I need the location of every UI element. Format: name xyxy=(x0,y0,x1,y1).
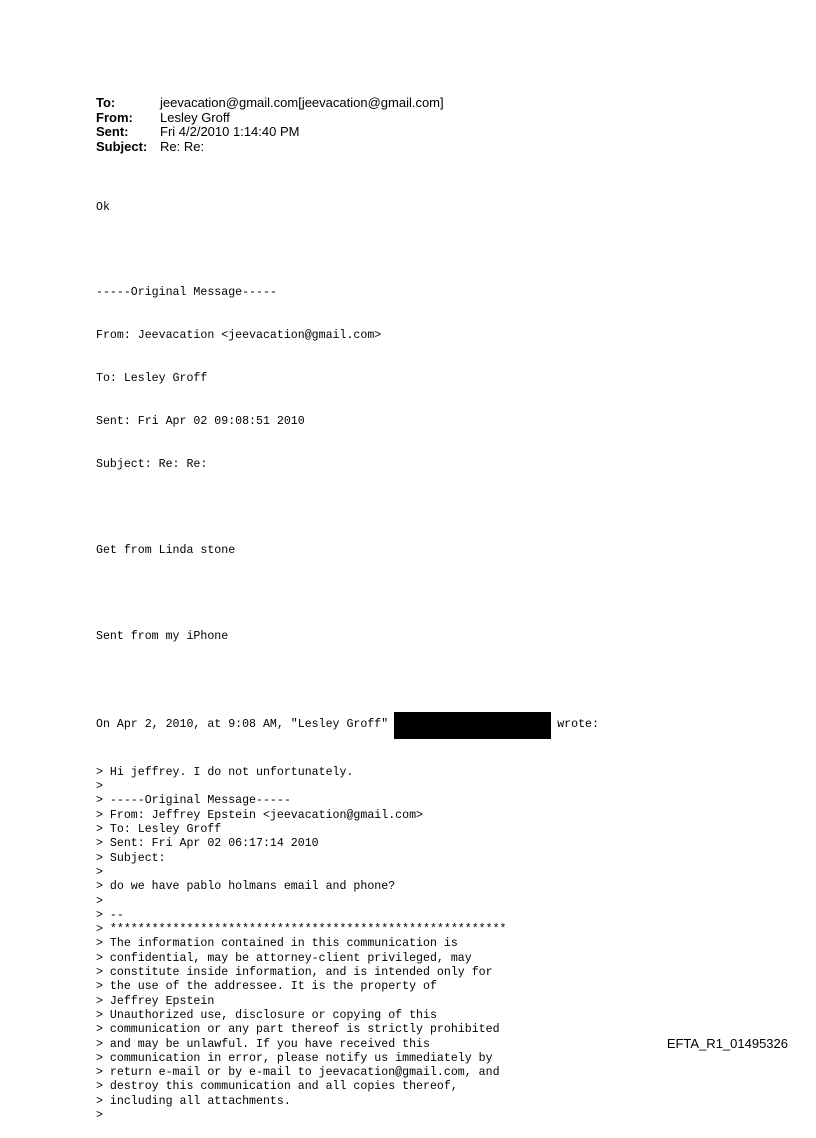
quoted-line: > and may be unlawful. If you have received this xyxy=(96,1037,430,1051)
quoted-line: > xyxy=(96,894,103,908)
quoted-line: > To: Lesley Groff xyxy=(96,823,222,837)
sent-value: Fri 4/2/2010 1:14:40 PM xyxy=(160,124,300,139)
subject-row xyxy=(96,140,444,155)
wrote-suffix: wrote: xyxy=(557,718,599,732)
original-subject: Subject: Re: Re: xyxy=(96,457,208,471)
quoted-line: > -- xyxy=(96,908,124,922)
quoted-line: > do we have pablo holmans email and phone? xyxy=(96,880,396,894)
sent-label: Sent: xyxy=(96,124,129,139)
to-label: To: xyxy=(96,95,116,110)
quoted-line: > confidential, may be attorney-client privileged, may xyxy=(96,951,472,965)
subject-value: Re: Re: xyxy=(160,138,205,154)
quoted-line: > xyxy=(96,1109,103,1122)
to-value: jeevacation@gmail.com[jeevacation@gmail.com] xyxy=(160,95,444,110)
original-sent: Sent: Fri Apr 02 09:08:51 2010 xyxy=(96,415,305,429)
quoted-line: > Hi jeffrey. I do not unfortunately. xyxy=(96,765,354,779)
quoted-line: > including all attachments. xyxy=(96,1094,291,1108)
quoted-line: > ********************************************************* xyxy=(96,923,507,937)
quoted-line: > The information contained in this communication is xyxy=(96,937,458,951)
email-header xyxy=(96,96,444,154)
email-body xyxy=(96,172,599,1138)
quoted-line: > -----Original Message----- xyxy=(96,794,291,808)
quoted-line: > Jeffrey Epstein xyxy=(96,994,215,1008)
quoted-line: > From: Jeffrey Epstein <jeevacation@gmail.com> xyxy=(96,808,423,822)
quoted-line: > return e-mail or by e-mail to jeevacation@gmail.com, and xyxy=(96,1066,500,1080)
redaction-block xyxy=(394,712,551,739)
from-label: From: xyxy=(96,109,133,125)
original-body-text: Get from Linda stone xyxy=(96,543,236,557)
subject-label: Subject: xyxy=(96,138,148,154)
signature-text: Sent from my iPhone xyxy=(96,629,229,643)
quoted-line: > communication in error, please notify us immediately by xyxy=(96,1051,493,1065)
wrote-prefix: On Apr 2, 2010, at 9:08 AM, "Lesley Groff" xyxy=(96,718,389,732)
quoted-line: > xyxy=(96,865,103,879)
from-row xyxy=(96,111,444,126)
quoted-line: > Sent: Fri Apr 02 06:17:14 2010 xyxy=(96,837,319,851)
original-to: To: Lesley Groff xyxy=(96,372,208,386)
document-id: EFTA_R1_01495326 xyxy=(666,1036,788,1051)
quoted-line: > Unauthorized use, disclosure or copying of this xyxy=(96,1008,437,1022)
quoted-line: > constitute inside information, and is intended only for xyxy=(96,966,493,980)
quoted-line: > Subject: xyxy=(96,851,166,865)
original-from: From: Jeevacation <jeevacation@gmail.com> xyxy=(96,329,382,343)
quoted-line: > the use of the addressee. It is the property of xyxy=(96,980,437,994)
quoted-message xyxy=(96,766,599,1123)
quoted-line: > xyxy=(96,780,103,794)
from-value: Lesley Groff xyxy=(160,109,230,125)
original-message-separator: -----Original Message----- xyxy=(96,286,277,300)
quoted-line: > destroy this communication and all copies thereof, xyxy=(96,1080,458,1094)
reply-text: Ok xyxy=(96,200,110,214)
quoted-line: > communication or any part thereof is strictly prohibited xyxy=(96,1023,500,1037)
sent-row xyxy=(96,125,444,140)
to-row xyxy=(96,96,444,111)
wrote-line xyxy=(96,717,599,733)
